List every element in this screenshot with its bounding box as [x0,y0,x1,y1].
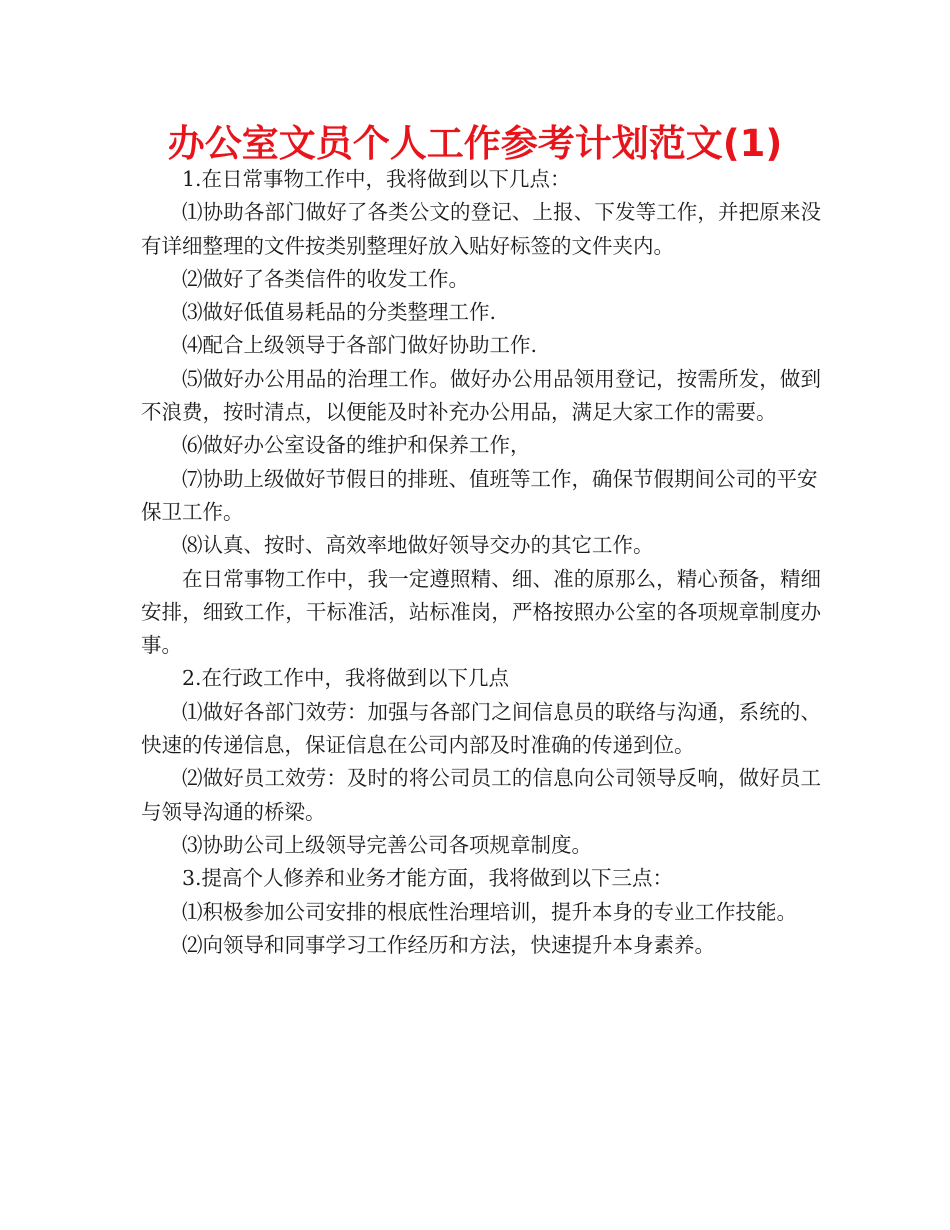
paragraph: ⑴积极参加公司安排的根底性治理培训，提升本身的专业工作技能。 [182,899,797,924]
paragraph: ⑶做好低值易耗品的分类整理工作. [182,300,497,325]
paragraph: 1.在日常事物工作中，我将做到以下几点： [182,167,571,191]
paragraph: ⑶协助公司上级领导完善公司各项规章制度。 [182,832,592,857]
paragraph: ⑸做好办公用品的治理工作。做好办公用品领用登记，按需所发，做到不浪费，按时清点，以便能及时补充办公用品，满足大家工作的需要。 [141,366,821,425]
paragraph: ⑺协助上级做好节假日的排班、值班等工作，确保节假期间公司的平安保卫工作。 [141,466,818,524]
paragraph: ⑵做好员工效劳：及时的将公司员工的信息向公司领导反响，做好员工与领导沟通的桥梁。 [141,766,821,824]
document-title: 办公室文员个人工作参考计划范文(1) [167,122,783,165]
paragraph: ⑴协助各部门做好了各类公文的登记、上报、下发等工作，并把原来没有详细整理的文件按类别整理好放入贴好标签的文件夹内。 [141,200,821,258]
paragraph: 在日常事物工作中，我一定遵照精、细、准的原那么，精心预备，精细安排，细致工作，干标准活，站标准岗，严格按照办公室的各项规章制度办事。 [141,566,821,658]
document-body [141,163,821,962]
paragraph: ⑵做好了各类信件的收发工作。 [182,266,469,291]
paragraph: ⑷配合上级领导于各部门做好协助工作. [182,333,538,358]
paragraph: ⑹做好办公室设备的维护和保养工作， [182,433,531,458]
paragraph: ⑻认真、按时、高效率地做好领导交办的其它工作。 [182,533,654,558]
paragraph: 2.在行政工作中，我将做到以下几点 [182,666,510,691]
paragraph: 3.提高个人修养和业务才能方面，我将做到以下三点： [182,866,674,891]
paragraph: ⑵向领导和同事学习工作经历和方法，快速提升本身素养。 [182,932,715,957]
paragraph: ⑴做好各部门效劳：加强与各部门之间信息员的联络与沟通，系统的、快速的传递信息，保证信息在公司内部及时准确的传递到位。 [141,699,821,758]
